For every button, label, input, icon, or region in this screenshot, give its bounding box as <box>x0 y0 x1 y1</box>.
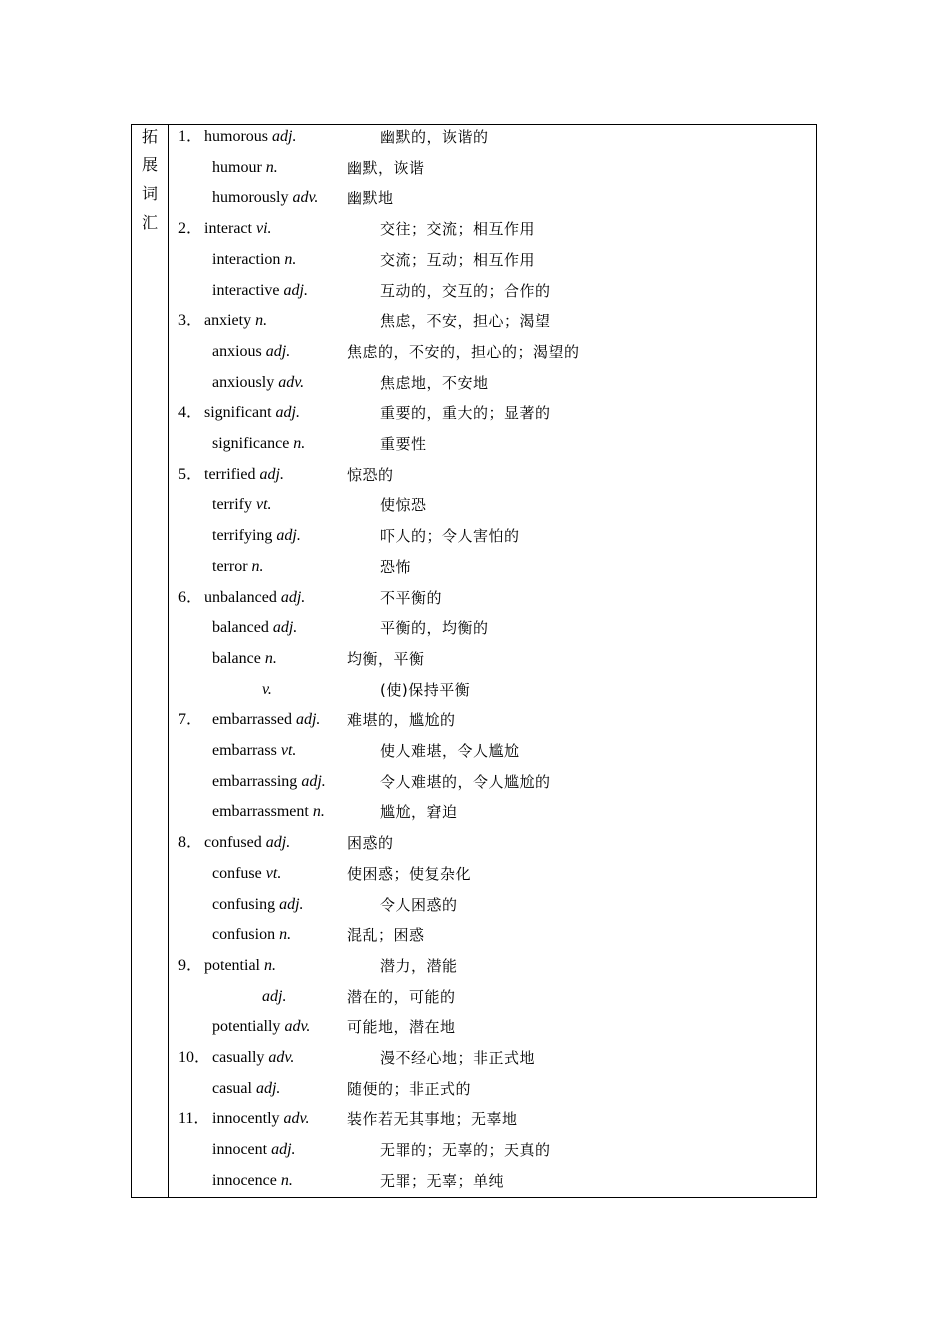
entry-word <box>212 1140 296 1160</box>
entry-meaning: 交流；互动；相互作用 <box>380 250 536 269</box>
entry-word <box>204 956 276 976</box>
part-of-speech: n. <box>284 250 297 268</box>
entry-meaning: 随便的；非正式的 <box>347 1079 472 1098</box>
entry-word <box>212 895 304 915</box>
entry-meaning: 互动的，交互的；合作的 <box>380 281 551 300</box>
vocab-entry <box>170 956 816 987</box>
entry-word <box>212 1109 309 1129</box>
part-of-speech: adj. <box>262 987 287 1005</box>
section-label-char: 词 <box>141 184 158 203</box>
vocab-entry <box>170 864 816 895</box>
part-of-speech: vi. <box>255 220 272 238</box>
part-of-speech: adv. <box>268 1049 295 1066</box>
entry-number: 11． <box>178 1110 210 1128</box>
word-text: embarrassment <box>212 803 309 821</box>
entry-meaning: 潜力，潜能 <box>380 956 458 975</box>
vocab-entry <box>170 188 816 219</box>
word-text: innocence <box>212 1171 277 1189</box>
vocab-entry <box>170 741 816 772</box>
entry-meaning: 平衡的，均衡的 <box>380 619 489 638</box>
entry-meaning: 均衡，平衡 <box>347 649 425 668</box>
part-of-speech: adj. <box>276 527 301 545</box>
word-text: terrify <box>212 496 252 514</box>
entry-word <box>204 465 284 485</box>
entry-number: 7． <box>178 711 203 729</box>
entry-meaning: 装作若无其事地；无辜地 <box>347 1110 518 1129</box>
word-text: terror <box>212 557 248 575</box>
vocab-entry <box>170 895 816 926</box>
entry-meaning: 焦虑，不安，担心；渴望 <box>380 312 551 331</box>
word-text: potentially <box>212 1018 281 1036</box>
vocab-entry <box>170 281 816 312</box>
entry-meaning: 难堪的，尴尬的 <box>347 711 456 730</box>
vocab-entry <box>170 557 816 588</box>
entry-meaning: 令人难堪的，令人尴尬的 <box>380 772 551 791</box>
vocab-entry <box>170 680 816 711</box>
entry-meaning: 使人难堪，令人尴尬 <box>380 742 520 760</box>
part-of-speech: adj. <box>272 619 298 637</box>
entry-word <box>212 925 291 945</box>
part-of-speech: adj. <box>275 404 300 422</box>
entry-meaning: 吓人的；令人害怕的 <box>380 527 520 546</box>
entry-number: 8． <box>178 834 203 852</box>
entry-word <box>204 219 272 239</box>
entry-meaning: 尴尬，窘迫 <box>380 803 458 822</box>
word-text: anxious <box>212 342 262 360</box>
entry-word <box>212 281 308 301</box>
part-of-speech: adj. <box>271 1141 296 1159</box>
vocab-entry <box>170 373 816 404</box>
part-of-speech: vt. <box>255 496 272 514</box>
entry-meaning: 不平衡的 <box>380 588 443 607</box>
part-of-speech: adj. <box>255 1079 281 1097</box>
vocab-entry <box>170 588 816 619</box>
word-text: anxiously <box>212 373 275 391</box>
entry-meaning: 可能地，潜在地 <box>347 1018 456 1037</box>
entry-word <box>212 373 304 393</box>
entry-word <box>212 802 325 822</box>
vocab-entry <box>170 649 816 680</box>
entry-number: 9． <box>178 956 203 974</box>
vocab-entry <box>170 1171 816 1202</box>
part-of-speech: adv. <box>292 189 319 207</box>
word-text: confused <box>204 834 262 852</box>
word-text: embarrass <box>212 742 277 759</box>
vocab-entry <box>170 618 816 649</box>
part-of-speech: adj. <box>272 128 297 145</box>
entry-word <box>204 833 290 853</box>
part-of-speech: adv. <box>283 1110 310 1128</box>
word-text: humour <box>212 158 262 176</box>
entry-meaning: 幽默的，诙谐的 <box>380 128 489 146</box>
entry-number: 5． <box>178 465 203 483</box>
part-of-speech: adj. <box>280 588 306 606</box>
part-of-speech: n. <box>251 557 264 575</box>
section-label-char: 展 <box>141 155 158 174</box>
vocab-entry <box>170 250 816 281</box>
vocab-entry <box>170 465 816 496</box>
part-of-speech: adj. <box>283 281 308 299</box>
word-text: confuse <box>212 864 262 882</box>
section-label-char: 汇 <box>141 213 158 232</box>
part-of-speech: vt. <box>280 742 297 759</box>
word-text: balance <box>212 649 261 667</box>
entry-meaning: 使困惑；使复杂化 <box>347 864 472 883</box>
entry-meaning: 困惑的 <box>347 834 394 853</box>
entry-word <box>212 188 318 208</box>
vocabulary-table <box>131 124 817 1198</box>
part-of-speech: n. <box>293 435 306 452</box>
entry-word <box>212 1017 310 1037</box>
vocab-entry <box>170 772 816 803</box>
vocab-entry <box>170 1079 816 1110</box>
part-of-speech: n. <box>265 158 278 176</box>
part-of-speech: n. <box>263 956 276 974</box>
part-of-speech: adv. <box>278 373 305 391</box>
entry-meaning: 漫不经心地；非正式地 <box>380 1049 536 1067</box>
entry-word <box>212 434 305 454</box>
entry-word <box>212 618 297 638</box>
part-of-speech: adv. <box>284 1018 311 1036</box>
entry-word <box>212 495 272 515</box>
entry-meaning: 幽默，诙谐 <box>347 158 425 177</box>
entry-number: 3． <box>178 312 203 330</box>
entry-word <box>212 864 281 884</box>
entry-number: 10． <box>178 1049 211 1066</box>
vocab-entry <box>170 434 816 465</box>
entry-meaning: 混乱；困惑 <box>347 926 425 945</box>
part-of-speech: adj. <box>259 465 284 483</box>
word-text: casually <box>212 1049 265 1066</box>
word-text: casual <box>212 1079 252 1097</box>
vocab-entry <box>170 403 816 434</box>
entry-word <box>212 250 296 270</box>
entry-word <box>212 1079 280 1099</box>
entry-meaning: 令人困惑的 <box>380 895 458 914</box>
vocab-entry <box>170 1017 816 1048</box>
part-of-speech: n. <box>264 649 277 667</box>
part-of-speech: adj. <box>265 834 291 852</box>
word-text: innocently <box>212 1110 280 1128</box>
entry-meaning: 惊恐的 <box>347 465 394 484</box>
word-text: potential <box>204 956 260 974</box>
entry-number: 1． <box>178 128 203 145</box>
vocab-entry <box>170 710 816 741</box>
entry-meaning: 无罪的；无辜的；天真的 <box>380 1141 551 1160</box>
entry-word <box>212 342 290 362</box>
part-of-speech: n. <box>279 926 292 944</box>
part-of-speech: adj. <box>265 342 291 360</box>
section-label-cell <box>132 125 169 1197</box>
entry-meaning: 焦虑地，不安地 <box>380 373 489 392</box>
word-text: confusion <box>212 926 276 944</box>
entry-word <box>212 649 277 669</box>
word-text: interact <box>204 220 252 238</box>
entry-word <box>204 127 296 147</box>
entry-meaning: 使惊恐 <box>380 496 427 515</box>
entry-word <box>204 403 300 423</box>
word-text: interaction <box>212 250 281 268</box>
entry-meaning: 无罪；无辜；单纯 <box>380 1171 505 1190</box>
vocab-entry <box>170 495 816 526</box>
entry-word <box>212 710 320 730</box>
entry-meaning: 焦虑的，不安的，担心的；渴望的 <box>347 342 580 361</box>
entry-meaning: (使)保持平衡 <box>380 680 471 699</box>
entry-word <box>262 680 272 700</box>
vocab-entry <box>170 833 816 864</box>
part-of-speech: v. <box>262 680 272 698</box>
part-of-speech: adj. <box>279 895 304 913</box>
vocab-entry <box>170 158 816 189</box>
entry-word <box>212 1048 294 1068</box>
vocab-entry <box>170 1048 816 1079</box>
part-of-speech: n. <box>312 803 325 821</box>
part-of-speech: vt. <box>265 864 282 882</box>
entry-word <box>204 311 267 331</box>
entry-number: 2． <box>178 220 203 238</box>
entry-meaning: 恐怖 <box>380 557 412 576</box>
entry-word <box>262 987 286 1007</box>
entry-meaning: 幽默地 <box>347 189 394 208</box>
entry-number: 6． <box>178 588 203 606</box>
entry-meaning: 交往；交流；相互作用 <box>380 220 536 239</box>
entry-word <box>204 588 305 608</box>
word-text: humorous <box>204 128 268 145</box>
word-text: embarrassing <box>212 772 298 790</box>
vocab-entry <box>170 1109 816 1140</box>
entry-word <box>212 526 301 546</box>
entry-meaning: 重要性 <box>380 435 427 453</box>
part-of-speech: adj. <box>301 772 326 790</box>
section-label-char: 拓 <box>141 127 158 146</box>
entry-word <box>212 158 278 178</box>
vocab-entry <box>170 802 816 833</box>
vocab-entry <box>170 311 816 342</box>
vocab-entry <box>170 342 816 373</box>
entry-word <box>212 772 326 792</box>
part-of-speech: n. <box>255 312 268 330</box>
word-text: terrified <box>204 465 256 483</box>
word-text: humorously <box>212 189 289 207</box>
vocab-entry <box>170 1140 816 1171</box>
word-text: significant <box>204 404 272 422</box>
word-text: innocent <box>212 1141 268 1159</box>
word-text: unbalanced <box>204 588 277 606</box>
vocab-entry <box>170 127 816 158</box>
entry-word <box>212 1171 293 1191</box>
entry-number: 4． <box>178 404 203 422</box>
entry-word <box>212 741 296 761</box>
word-text: confusing <box>212 895 276 913</box>
entry-meaning: 潜在的，可能的 <box>347 987 456 1006</box>
word-text: interactive <box>212 281 280 299</box>
word-text: terrifying <box>212 527 273 545</box>
vocab-entry <box>170 925 816 956</box>
vocab-entry <box>170 219 816 250</box>
entry-word <box>212 557 264 577</box>
word-text: significance <box>212 435 290 452</box>
part-of-speech: adj. <box>295 711 321 729</box>
word-text: anxiety <box>204 312 252 330</box>
word-text: balanced <box>212 619 269 637</box>
vocabulary-list <box>170 125 816 1197</box>
word-text: embarrassed <box>212 711 292 729</box>
vocab-entry <box>170 987 816 1018</box>
entry-meaning: 重要的，重大的；显著的 <box>380 404 551 423</box>
vocab-entry <box>170 526 816 557</box>
part-of-speech: n. <box>280 1171 293 1189</box>
